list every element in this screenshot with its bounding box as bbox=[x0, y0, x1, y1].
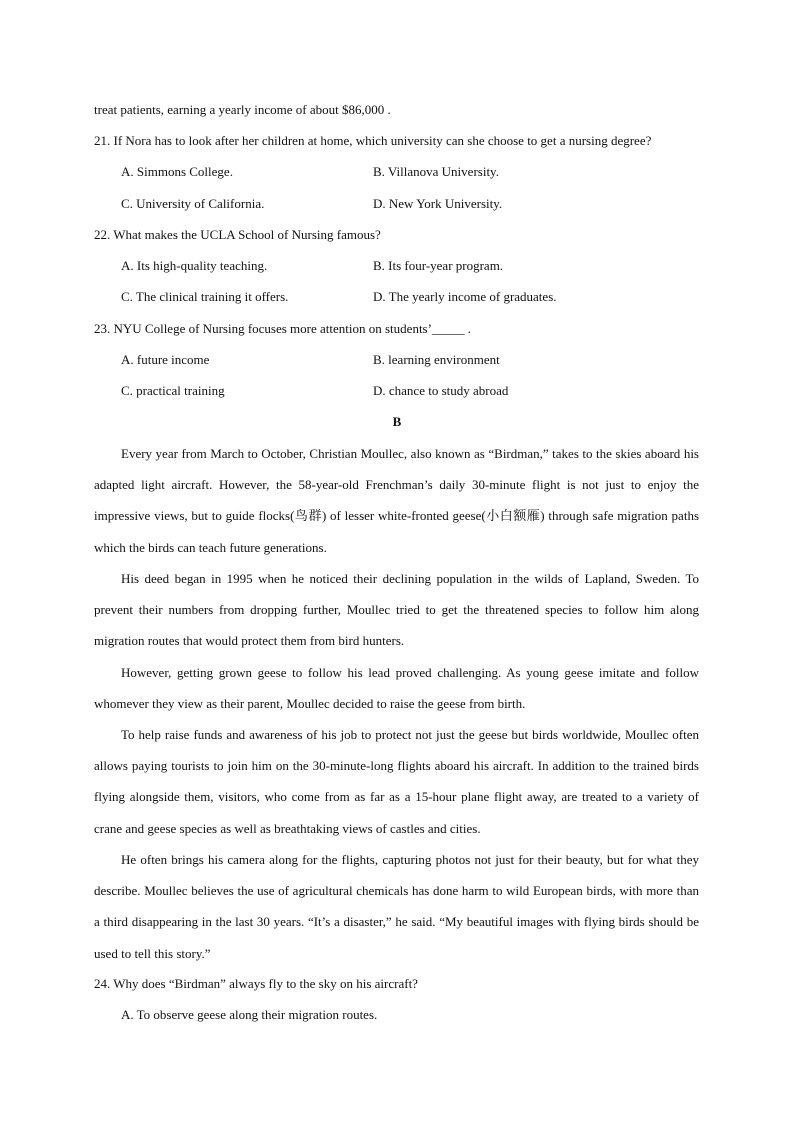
paragraph-1: Every year from March to October, Christian Moullec, also known as “Birdman,” takes to the skies aboard his adapted light aircraft. However, the 58-year-old Frenchman’s daily 30-minute flight is not just to enjoy the impressive views, but to guide flocks(鸟群) of lesser white-fronted geese(小白额雁) through safe migration paths which the birds can teach future generations. bbox=[94, 446, 699, 555]
q22-option-a: A. Its high-quality teaching. bbox=[121, 258, 268, 273]
q21-option-c: C. University of California. bbox=[121, 196, 265, 211]
paragraph-2: His deed began in 1995 when he noticed their declining population in the wilds of Lapland, Sweden. To prevent their numbers from dropping further, Moullec tried to get the threatened species to follow him along migration routes that would protect them from bird hunters. bbox=[94, 571, 699, 649]
q24-option-a: A. To observe geese along their migration routes. bbox=[121, 1007, 378, 1022]
q23-option-c: C. practical training bbox=[121, 383, 225, 398]
q22-option-b: B. Its four-year program. bbox=[373, 258, 504, 273]
q21-option-a: A. Simmons College. bbox=[121, 164, 233, 179]
q21-option-d: D. New York University. bbox=[373, 196, 503, 211]
question-24: 24. Why does “Birdman” always fly to the sky on his aircraft? bbox=[94, 976, 418, 991]
section-heading: B bbox=[392, 414, 402, 429]
question-23: 23. NYU College of Nursing focuses more attention on students’_____ . bbox=[94, 321, 471, 336]
q22-option-c: C. The clinical training it offers. bbox=[121, 289, 289, 304]
q23-option-b: B. learning environment bbox=[373, 352, 500, 367]
intro-text: treat patients, earning a yearly income of about $86,000 . bbox=[94, 102, 391, 117]
q23-option-d: D. chance to study abroad bbox=[373, 383, 509, 398]
question-21: 21. If Nora has to look after her children at home, which university can she choose to get a nursing degree? bbox=[94, 133, 652, 148]
paragraph-5: He often brings his camera along for the flights, capturing photos not just for their beauty, but for what they describe. Moullec believes the use of agricultural chemicals has done harm to wild European birds, with more than a third disappearing in the last 30 years. “It’s a disaster,” he said. “My beautiful images with flying birds should be used to tell this story.” bbox=[94, 852, 699, 961]
q21-option-b: B. Villanova University. bbox=[373, 164, 499, 179]
question-22: 22. What makes the UCLA School of Nursing famous? bbox=[94, 227, 381, 242]
q23-option-a: A. future income bbox=[121, 352, 210, 367]
q22-option-d: D. The yearly income of graduates. bbox=[373, 289, 557, 304]
paragraph-3: However, getting grown geese to follow his lead proved challenging. As young geese imitate and follow whomever they view as their parent, Moullec decided to raise the geese from birth. bbox=[94, 665, 699, 712]
paragraph-4: To help raise funds and awareness of his job to protect not just the geese but birds worldwide, Moullec often allows paying tourists to join him on the 30-minute-long flights aboard his aircraft. In addition to the trained birds flying alongside them, visitors, who come from as far as a 15-hour plane flight away, are treated to a variety of crane and geese species as well as breathtaking views of castles and cities. bbox=[94, 727, 699, 836]
